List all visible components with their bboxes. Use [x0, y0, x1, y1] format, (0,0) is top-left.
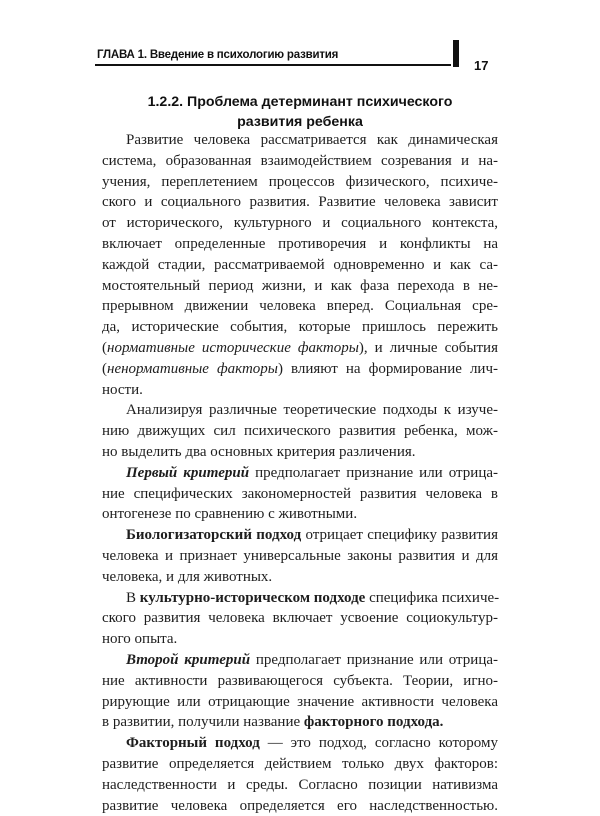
text-line: ного опыта. [102, 629, 498, 650]
text-run: отрицает специфику развития [301, 527, 498, 543]
text-line [102, 588, 498, 609]
text-line: каждой стадии, рассматриваемой одновременно и как са- [102, 255, 498, 276]
bold-term: факторного подхода. [304, 714, 444, 730]
text-line: Анализируя различные теоретические подходы к изуче- [102, 400, 498, 421]
text-run: — это подход, согласно которому [260, 735, 498, 751]
section-title-line: развития ребенка [100, 112, 500, 132]
text-line: ности. [102, 380, 498, 401]
text-line: человека, и для животных. [102, 567, 498, 588]
italic-term: нормативные исторические факторы [107, 340, 359, 356]
text-line: учения, переплетением процессов физического, психиче- [102, 172, 498, 193]
text-line: да, исторические события, которые пришлось пережить [102, 317, 498, 338]
text-line: рирующие или отрицающие значение активности человека [102, 692, 498, 713]
section-title [100, 92, 500, 132]
running-header [95, 46, 459, 66]
text-line: развитие человека определяется его наследственностью. [102, 796, 498, 816]
text-line [102, 338, 498, 359]
text-line: человека и признает универсальные законы развития и для [102, 546, 498, 567]
text-line: Развитие человека рассматривается как динамическая [102, 130, 498, 151]
section-title-line: 1.2.2. Проблема детерминант психического [100, 92, 500, 112]
text-line: но выделить два основных критерия различения. [102, 442, 498, 463]
page-number: 17 [474, 58, 488, 73]
text-line [102, 525, 498, 546]
bold-term: культурно-историческом подходе [140, 590, 366, 606]
text-line: ние специфических закономерностей развития человека в [102, 484, 498, 505]
text-line: ние активности развивающегося субъекта. Теории, игно- [102, 671, 498, 692]
body-text [102, 130, 498, 816]
text-line: мостоятельный период жизни, и как фаза перехода в не- [102, 276, 498, 297]
text-run: ( [102, 340, 107, 356]
bold-term: Биологизаторский подход [126, 527, 301, 543]
chapter-title: ГЛАВА 1. Введение в психологию развития [97, 49, 338, 61]
text-line: ского и социального развития. Развитие человека зависит [102, 192, 498, 213]
text-line: система, образованная взаимодействием созревания и на- [102, 151, 498, 172]
text-run: предполагает признание или отрица- [249, 465, 498, 481]
text-line: наследственности и среды. Согласно позиции нативизма [102, 775, 498, 796]
text-line [102, 733, 498, 754]
text-line [102, 650, 498, 671]
header-rule [95, 64, 451, 66]
text-line [102, 359, 498, 380]
text-run: ), и личные события [359, 340, 498, 356]
text-line [102, 712, 498, 733]
italic-term: ненормативные факторы [107, 361, 278, 377]
text-run: в развитии, получили название [102, 714, 304, 730]
text-run: ) влияют на формирование лич- [278, 361, 498, 377]
text-line [102, 463, 498, 484]
text-line: от исторического, культурного и социального контекста, [102, 213, 498, 234]
text-line: нию движущих сил психического развития ребенка, мож- [102, 421, 498, 442]
bold-italic-term: Второй критерий [126, 652, 250, 668]
text-run: предполагает признание или отрица- [250, 652, 498, 668]
text-run: ( [102, 361, 107, 377]
text-run: В [126, 590, 140, 606]
bold-italic-term: Первый критерий [126, 465, 249, 481]
header-marker-bar [453, 40, 459, 67]
text-line: ского развития человека включает усвоение социокультур- [102, 608, 498, 629]
text-line: прерывном движении человека вперед. Социальная сре- [102, 296, 498, 317]
text-line: развитие определяется действием только двух факторов: [102, 754, 498, 775]
text-line: онтогенезе по сравнению с животными. [102, 504, 498, 525]
text-line: включает определенные противоречия и конфликты на [102, 234, 498, 255]
bold-term: Факторный подход [126, 735, 260, 751]
text-run: специфика психиче- [365, 590, 499, 606]
